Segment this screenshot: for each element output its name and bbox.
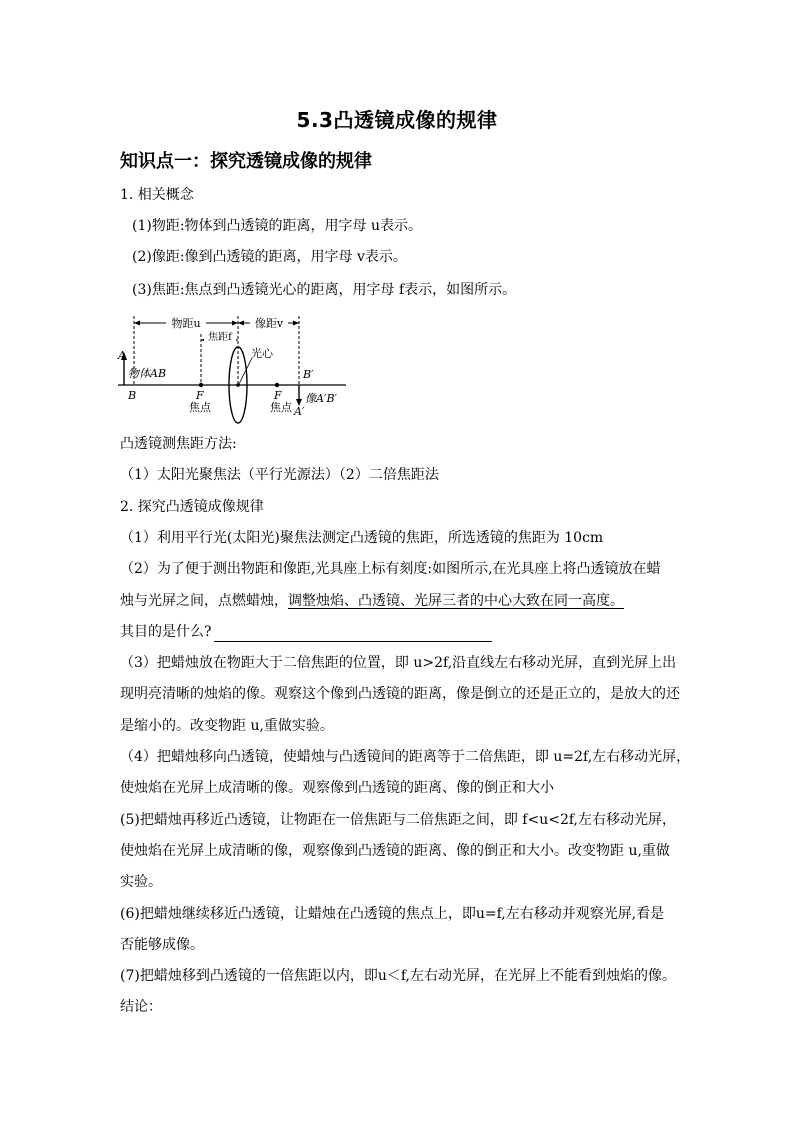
concept-object-distance: (1)物距:物体到凸透镜的距离，用字母 u表示。 xyxy=(132,218,423,234)
point-a-prime-label: A′ xyxy=(294,405,305,418)
question-text: 其目的是什么? xyxy=(120,624,212,640)
focal-methods: （1）太阳光聚焦法（平行光源法）（2）二倍焦距法 xyxy=(120,467,439,483)
focus-right-label: 焦点 xyxy=(270,401,292,414)
step-3-line-3: 是缩小的。改变物距 u,重做实验。 xyxy=(120,718,334,734)
section-heading: 知识点一：探究透镜成像的规律 xyxy=(120,151,372,172)
concept-image-distance: (2)像距:像到凸透镜的距离，用字母 v表示。 xyxy=(132,249,407,265)
step-6-line-2: 否能够成像。 xyxy=(120,937,204,953)
step-3-line-1: （3）把蜡烛放在物距大于二倍焦距的位置，即 u>2f,沿直线左右移动光屏，直到光屏上出 xyxy=(120,655,677,671)
question-line xyxy=(120,622,492,642)
explore-heading: 2. 探究凸透镜成像规律 xyxy=(120,499,264,515)
image-label: 像A′B′ xyxy=(305,392,338,405)
focus-left-label: 焦点 xyxy=(189,401,211,414)
step-5-line-3: 实验。 xyxy=(120,874,162,890)
step-7: (7)把蜡烛移到凸透镜的一倍焦距以内，即u＜f,左右动光屏，在光屏上不能看到烛焰的像。 xyxy=(120,968,676,984)
step-5-line-1: (5)把蜡烛再移近凸透镜，让物距在一倍焦距与二倍焦距之间，即 f<u<2f,左右移动光屏， xyxy=(120,812,676,828)
step-6-line-1: (6)把蜡烛继续移近凸透镜，让蜡烛在凸透镜的焦点上，即u=f,左右移动并观察光屏,看是 xyxy=(120,906,665,922)
focus-right-letter: F xyxy=(274,389,282,402)
page-title: 5.3凸透镜成像的规律 xyxy=(296,108,498,132)
concept-focal-length: (3)焦距:焦点到凸透镜光心的距离，用字母 f表示，如图所示。 xyxy=(132,282,517,298)
step-2-line-2 xyxy=(120,591,624,611)
image-distance-label: 像距v xyxy=(254,317,284,330)
object-label: 物体AB xyxy=(128,367,167,380)
step-2-prefix: 烛与光屏之间，点燃蜡烛， xyxy=(120,593,288,609)
focal-length-label: 焦距f xyxy=(208,332,232,343)
answer-blank[interactable] xyxy=(214,627,492,642)
object-distance-label: 物距u xyxy=(171,317,201,330)
focal-methods-title: 凸透镜测焦距方法: xyxy=(120,436,237,452)
optical-center-label: 光心 xyxy=(251,347,273,360)
step-4-line-1: （4）把蜡烛移向凸透镜，使蜡烛与凸透镜间的距离等于二倍焦距，即 u=2f,左右移动光屏， xyxy=(120,749,691,765)
focus-left-letter: F xyxy=(196,389,204,402)
step-5-line-2: 使烛焰在光屏上成清晰的像，观察像到凸透镜的距离、像的倒正和大小。改变物距 u,重做 xyxy=(120,843,670,859)
point-b-label: B xyxy=(128,389,137,402)
concepts-heading: 1. 相关概念 xyxy=(120,187,194,203)
point-a-label: A xyxy=(118,349,126,362)
step-2-line-1: （2）为了便于测出物距和像距,光具座上标有刻度:如图所示,在光具座上将凸透镜放在蜡 xyxy=(120,561,661,577)
conclusion-label: 结论： xyxy=(120,999,162,1015)
step-3-line-2: 现明亮清晰的烛焰的像。观察这个像到凸透镜的距离，像是倒立的还是正立的，是放大的还 xyxy=(120,686,680,702)
lens-diagram xyxy=(114,312,354,430)
step-2-underlined: 调整烛焰、凸透镜、光屏三者的中心大致在同一高度。 xyxy=(288,593,624,609)
step-4-line-2: 使烛焰在光屏上成清晰的像。观察像到凸透镜的距离、像的倒正和大小 xyxy=(120,780,554,796)
step-1: （1）利用平行光(太阳光)聚焦法测定凸透镜的焦距，所选透镜的焦距为 10cm xyxy=(120,530,604,546)
point-b-prime-label: B′ xyxy=(303,368,314,381)
